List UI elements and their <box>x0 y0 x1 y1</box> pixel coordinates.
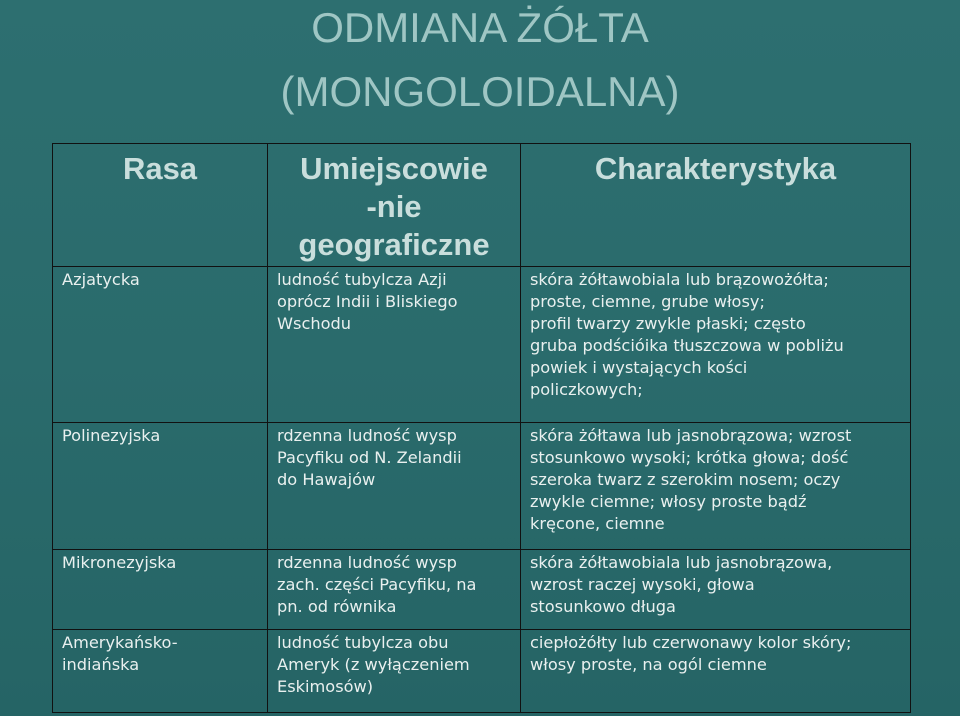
cell-charakterystyka: skóra żółtawobiala lub brązowożółta; proste, ciemne, grube włosy; profil twarzy zwykle płaski; często gruba podściόika tłuszczowa w pobliżu powiek i wystających kości policzkowych; <box>521 267 911 423</box>
cell-rasa: Amerykańsko- indiańska <box>53 630 268 713</box>
cell-umiejscowienie: rdzenna ludność wysp zach. części Pacyfiku, na pn. od równika <box>268 550 521 630</box>
header-charakterystyka: Charakterystyka <box>521 144 911 267</box>
cell-umiejscowienie: rdzenna ludność wysp Pacyfiku od N. Zelandii do Hawajów <box>268 423 521 550</box>
table-row <box>53 267 911 423</box>
slide-title-line2: (MONGOLOIDALNA) <box>280 68 680 115</box>
cell-charakterystyka: skóra żółtawa lub jasnobrązowa; wzrost stosunkowo wysoki; krótka głowa; dość szeroka twarz z szerokim nosem; oczy zwykle ciemne; włosy proste bądź kręcone, ciemne <box>521 423 911 550</box>
header-umiejscowienie: Umiejscowie -nie geograficzne <box>268 144 521 267</box>
table-row <box>53 630 911 713</box>
cell-umiejscowienie: ludność tubylcza obu Ameryk (z wyłączeniem Eskimosów) <box>268 630 521 713</box>
slide-title-line1: ODMIANA ŻÓŁTA <box>311 4 649 51</box>
cell-rasa: Azjatycka <box>53 267 268 423</box>
race-table <box>52 143 911 713</box>
table-row <box>53 550 911 630</box>
header-rasa: Rasa <box>53 144 268 267</box>
table-header-row <box>53 144 911 267</box>
table-row <box>53 423 911 550</box>
cell-umiejscowienie: ludność tubylcza Azji oprócz Indii i Bliskiego Wschodu <box>268 267 521 423</box>
cell-rasa: Mikronezyjska <box>53 550 268 630</box>
cell-rasa: Polinezyjska <box>53 423 268 550</box>
cell-charakterystyka: skóra żółtawobiala lub jasnobrązowa, wzrost raczej wysoki, głowa stosunkowo długa <box>521 550 911 630</box>
cell-charakterystyka: ciepłożółty lub czerwonawy kolor skóry; włosy proste, na ogól ciemne <box>521 630 911 713</box>
